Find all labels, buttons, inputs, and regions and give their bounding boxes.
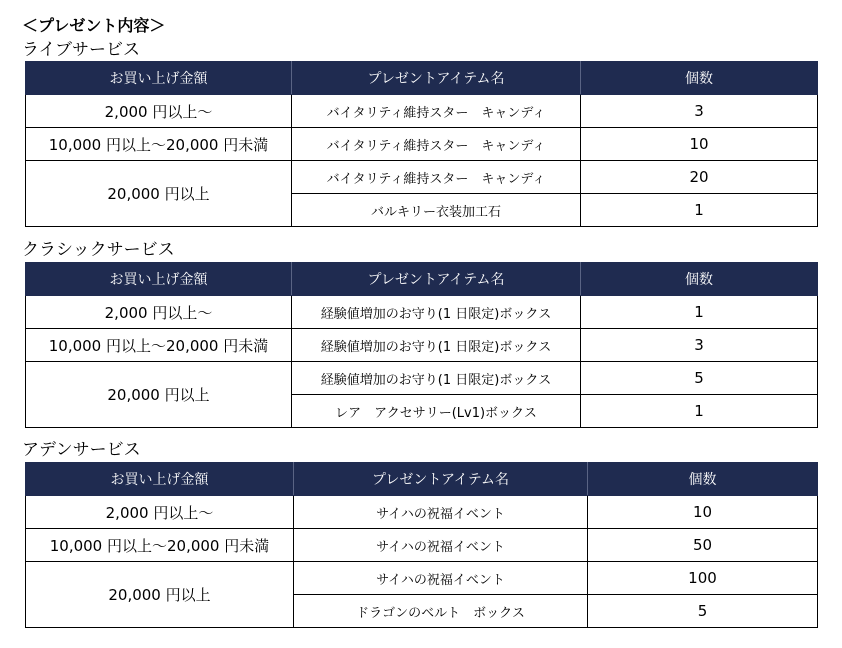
table-row bbox=[26, 128, 818, 161]
header-amount: お買い上げ金額 bbox=[26, 263, 292, 296]
table-row bbox=[26, 529, 818, 562]
qty-cell: 1 bbox=[581, 395, 818, 428]
table-row bbox=[26, 362, 818, 395]
table-header-row bbox=[26, 463, 818, 496]
item-cell: ドラゴンのベルト ボックス bbox=[294, 595, 588, 628]
qty-cell: 10 bbox=[588, 496, 818, 529]
amount-cell: 2,000 円以上～ bbox=[26, 95, 292, 128]
item-cell: バイタリティ維持スター キャンディ bbox=[292, 128, 581, 161]
amount-cell: 2,000 円以上～ bbox=[26, 496, 294, 529]
header-amount: お買い上げ金額 bbox=[26, 463, 294, 496]
amount-cell: 2,000 円以上～ bbox=[26, 296, 292, 329]
amount-cell: 10,000 円以上～20,000 円未満 bbox=[26, 329, 292, 362]
qty-cell: 5 bbox=[581, 362, 818, 395]
item-cell: 経験値増加のお守り(1 日限定)ボックス bbox=[292, 329, 581, 362]
item-cell: 経験値増加のお守り(1 日限定)ボックス bbox=[292, 362, 581, 395]
item-cell: サイハの祝福イベント bbox=[294, 496, 588, 529]
table-row bbox=[26, 161, 818, 194]
item-cell: バイタリティ維持スター キャンディ bbox=[292, 161, 581, 194]
qty-cell: 5 bbox=[588, 595, 818, 628]
item-cell: サイハの祝福イベント bbox=[294, 562, 588, 595]
section-title-aden: アデンサービス bbox=[22, 440, 141, 460]
aden-present-table bbox=[25, 462, 818, 628]
header-amount: お買い上げ金額 bbox=[26, 62, 292, 95]
amount-cell: 10,000 円以上～20,000 円未満 bbox=[26, 529, 294, 562]
table-row bbox=[26, 496, 818, 529]
item-cell: 経験値増加のお守り(1 日限定)ボックス bbox=[292, 296, 581, 329]
header-item: プレゼントアイテム名 bbox=[292, 263, 581, 296]
item-cell: バルキリー衣装加工石 bbox=[292, 194, 581, 227]
live-present-table bbox=[25, 61, 818, 227]
amount-cell: 20,000 円以上 bbox=[26, 362, 292, 428]
amount-cell: 10,000 円以上～20,000 円未満 bbox=[26, 128, 292, 161]
table-row bbox=[26, 562, 818, 595]
amount-cell: 20,000 円以上 bbox=[26, 562, 294, 628]
header-qty: 個数 bbox=[588, 463, 818, 496]
header-item: プレゼントアイテム名 bbox=[292, 62, 581, 95]
table-header-row bbox=[26, 62, 818, 95]
classic-present-table bbox=[25, 262, 818, 428]
section-title-classic: クラシックサービス bbox=[22, 240, 175, 260]
table-header-row bbox=[26, 263, 818, 296]
item-cell: バイタリティ維持スター キャンディ bbox=[292, 95, 581, 128]
qty-cell: 1 bbox=[581, 296, 818, 329]
header-item: プレゼントアイテム名 bbox=[294, 463, 588, 496]
page-heading: ＜プレゼント内容＞ bbox=[22, 16, 166, 35]
section-title-live: ライブサービス bbox=[22, 40, 140, 60]
qty-cell: 3 bbox=[581, 95, 818, 128]
amount-cell: 20,000 円以上 bbox=[26, 161, 292, 227]
item-cell: レア アクセサリー(Lv1)ボックス bbox=[292, 395, 581, 428]
table-row bbox=[26, 296, 818, 329]
qty-cell: 50 bbox=[588, 529, 818, 562]
qty-cell: 1 bbox=[581, 194, 818, 227]
header-qty: 個数 bbox=[581, 263, 818, 296]
item-cell: サイハの祝福イベント bbox=[294, 529, 588, 562]
qty-cell: 3 bbox=[581, 329, 818, 362]
qty-cell: 10 bbox=[581, 128, 818, 161]
qty-cell: 100 bbox=[588, 562, 818, 595]
table-row bbox=[26, 95, 818, 128]
qty-cell: 20 bbox=[581, 161, 818, 194]
table-row bbox=[26, 329, 818, 362]
header-qty: 個数 bbox=[581, 62, 818, 95]
